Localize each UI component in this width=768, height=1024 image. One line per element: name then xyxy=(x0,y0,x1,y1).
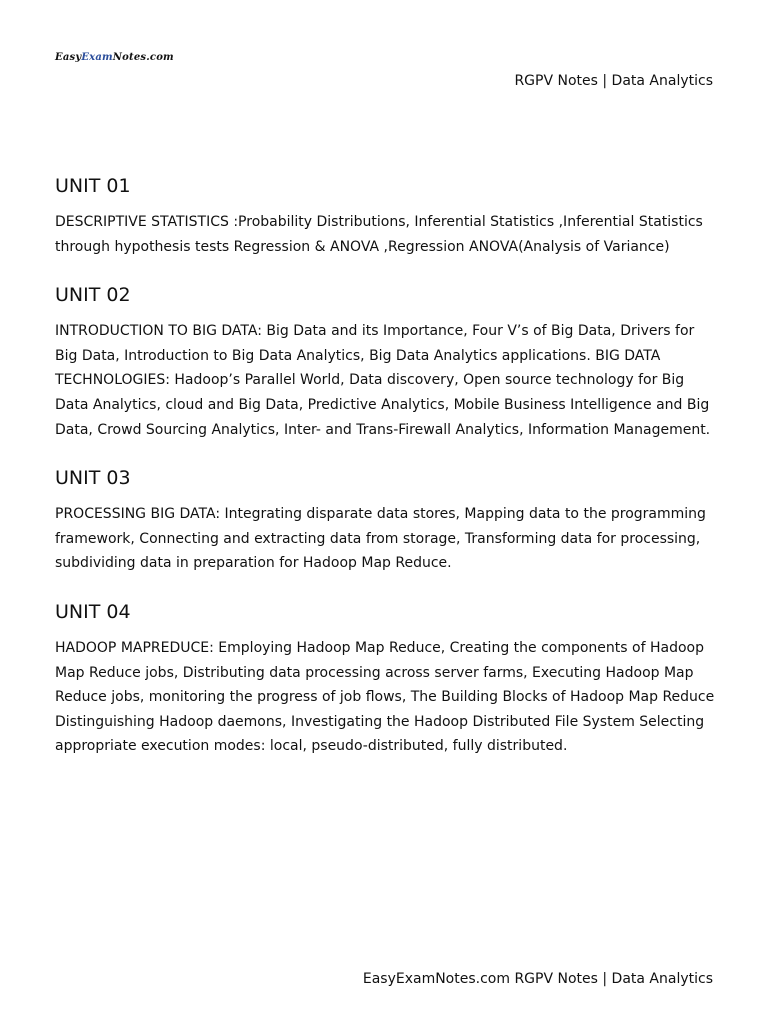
unit-section-02 xyxy=(55,283,715,442)
header-title: RGPV Notes | Data Analytics xyxy=(514,73,713,89)
unit-title: UNIT 02 xyxy=(55,284,131,307)
unit-description: DESCRIPTIVE STATISTICS :Probability Distributions, Inferential Statistics ,Inferential Statistics through hypothesis tests Regression & ANOVA ,Regression ANOVA(Analysis of Variance) xyxy=(55,214,703,255)
logo-text-exam: Exam xyxy=(81,52,113,63)
logo-text-notes: Notes.com xyxy=(112,52,174,63)
unit-description: PROCESSING BIG DATA: Integrating disparate data stores, Mapping data to the programming framework, Connecting and extracting data from storage, Transforming data for processing, subdividing data in preparation for Hadoop Map Reduce. xyxy=(55,506,706,572)
unit-section-01 xyxy=(55,174,715,259)
unit-section-03 xyxy=(55,466,715,576)
syllabus-content xyxy=(55,174,715,783)
page-footer: EasyExamNotes.com RGPV Notes | Data Analytics xyxy=(362,971,713,987)
unit-title: UNIT 03 xyxy=(55,467,131,490)
unit-title: UNIT 01 xyxy=(55,175,131,197)
unit-title: UNIT 04 xyxy=(55,600,131,623)
unit-section-04 xyxy=(55,600,715,759)
unit-description: HADOOP MAPREDUCE: Employing Hadoop Map Reduce, Creating the components of Hadoop Map Reduce jobs, Distributing data processing across server farms, Executing Hadoop Map Reduce jobs, monitoring the progress of job flows, The Building Blocks of Hadoop Map Reduce Distinguishing Hadoop daemons, Investigating the Hadoop Distributed File System Selecting appropriate execution modes: local, pseudo-distributed, fully distributed. xyxy=(55,639,715,755)
unit-description: INTRODUCTION TO BIG DATA: Big Data and its Importance, Four V’s of Big Data, Drivers for Big Data, Introduction to Big Data Analytics, Big Data Analytics applications. BIG DATA TECHNOLOGIES: Hadoop’s Parallel World, Data discovery, Open source technology for Big Data Analytics, cloud and Big Data, Predictive Analytics, Mobile Business Intelligence and Big Data, Crowd Sourcing Analytics, Inter- and Trans-Firewall Analytics, Information Management. xyxy=(55,323,711,438)
logo-text-easy: Easy xyxy=(55,52,82,63)
site-logo xyxy=(55,52,174,63)
